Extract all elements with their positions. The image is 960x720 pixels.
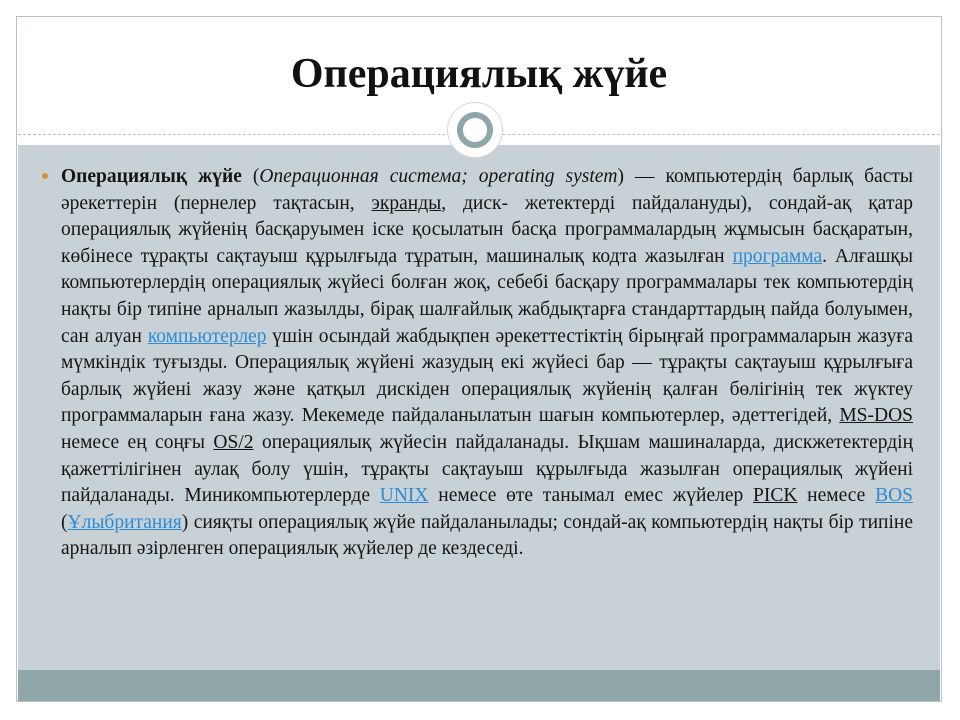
link-pick[interactable]: PICK (753, 485, 798, 507)
text-s1: ) — компьютердің барлық басты әрекеттерін (пернелер тақтасын, (61, 166, 913, 214)
bullet-dot-icon (42, 173, 48, 179)
slide-title: Операциялық жүйе (290, 51, 668, 97)
link-program[interactable]: программа (732, 245, 823, 267)
link-os2[interactable]: OS/2 (213, 431, 254, 453)
link-computers[interactable]: компьютерлер (147, 325, 267, 347)
text-s8: немесе (797, 485, 876, 507)
link-uk[interactable]: Ұлыбритания (67, 511, 182, 533)
footer-bar (18, 670, 940, 701)
text-s4: үшін осындай жабдықпен әрекеттестіктің бірыңғай программаларын жазуға мүмкіндік туғызды. Операциялық жүйені жазудың екі жүйесі бар — тұрақты сақтауыш құрылғыға барлық жүйені жазу және қатқыл дискіден операциялық жүйенің қалған бөлігінің тек жүктеу программаларын ғана жазу. Мекемеде пайдаланылатын шағын компьютерлер, әдеттегідей, (61, 325, 913, 427)
text-s9: ( (61, 511, 68, 533)
body-paragraph (61, 164, 913, 563)
text-s10: ) сияқты операциялық жүйе пайдаланылады; сондай-ақ компьютердің нақты бір типіне арналып әзірленген операциялық жүйелер де кездеседі. (61, 511, 913, 560)
text-s5: немесе ең соңғы (61, 431, 214, 453)
paren-open: ( (241, 166, 260, 187)
text-s7: немесе өте танымал емес жүйелер (428, 485, 753, 507)
term-bold: Операциялық жүйе (61, 166, 242, 187)
link-unix[interactable]: UNIX (379, 485, 429, 507)
link-msdos[interactable]: MS-DOS (839, 405, 913, 427)
link-bos[interactable]: BOS (875, 485, 913, 507)
text-s6: операциялық жүйесін пайдаланады. Ықшам машиналарда, дискжетектердің қажеттілігінен аулақ болу үшін, тұрақты сақтауыш құрылғыда жазылған операциялық жүйені пайдаланады. Миникомпьютерлерде (61, 431, 913, 507)
ring-ornament-icon (448, 103, 502, 157)
term-translation: Операционная система; operating system (259, 166, 618, 187)
text-s2: , диск- жетектерді пайдалануды), сондай-ақ қатар операциялық жүйенің басқаруымен іске қосылатын басқа программалардың жұмысын басқаратын, көбінесе тұрақты сақтауыш құрылғыда тұратын, машиналық кодта жазылған (61, 192, 914, 267)
link-ekran[interactable]: экранды (371, 192, 442, 214)
text-s3: . Алғашқы компьютерлердің операциялық жүйесі болған жоқ, себебі басқару программалары тек компьютердің нақты бір типіне арналып жазылды, бірақ шалғайлық жабдықтарға стандарттардың пайда болуымен, сан алуан (61, 245, 913, 347)
